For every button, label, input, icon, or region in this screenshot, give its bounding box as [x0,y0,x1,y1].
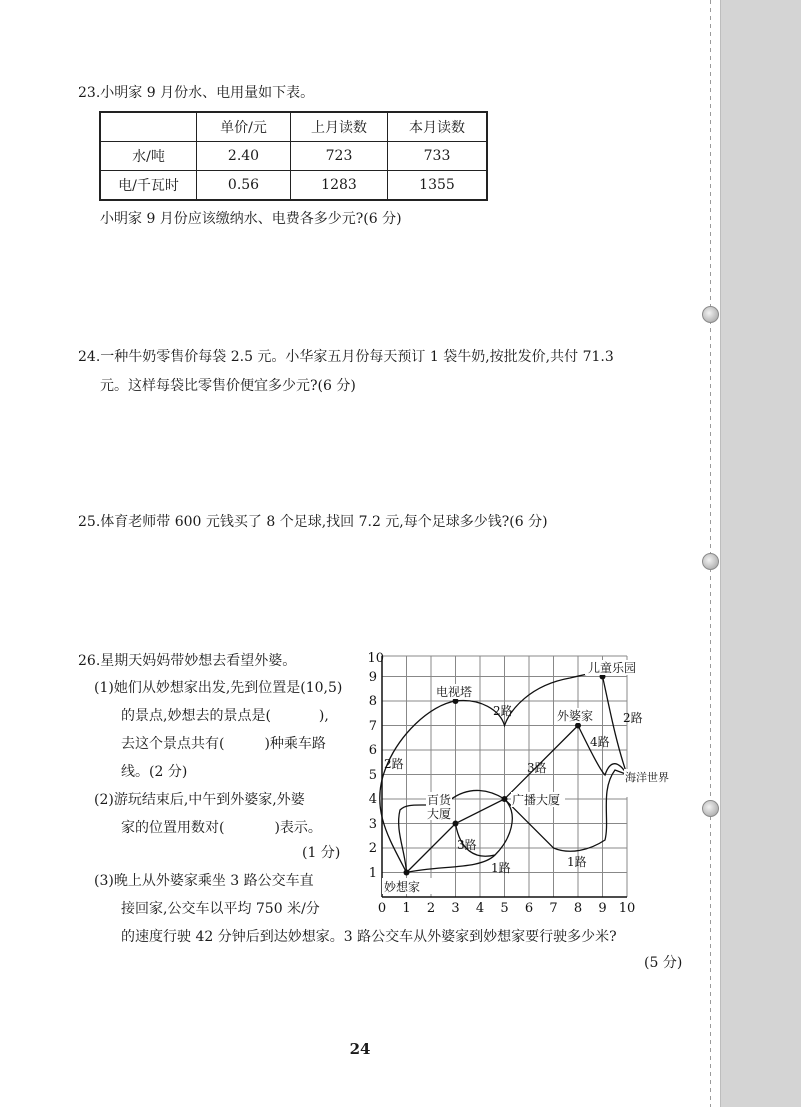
q26-part3-line3: 的速度行驶 42 分钟后到达妙想家。3 路公交车从外婆家到妙想家要行驶多少米? [121,929,617,945]
label-broadcast: 广播大厦 [512,793,561,807]
label-ocean: 海洋世界 [625,771,669,784]
table-cell: 0.56 [197,171,291,201]
y-tick: 8 [368,694,377,709]
table-header-row [100,112,487,142]
binding-margin [720,0,801,1107]
x-tick: 0 [377,901,387,916]
table-header-cell: 本月读数 [388,112,488,142]
route-label: 2路 [623,711,643,725]
x-tick: 1 [402,901,411,916]
point-mall [453,821,459,827]
route-label: 3路 [527,761,547,775]
x-tick: 4 [475,901,485,916]
table-cell: 723 [291,142,388,171]
label-mall-1: 百货 [427,793,452,807]
q24-line-1: 24.一种牛奶零售价每袋 2.5 元。小华家五月份每天预订 1 袋牛奶,按批发价,共付 71.3 [78,349,614,365]
q23-question: 小明家 9 月份应该缴纳水、电费各多少元?(6 分) [100,211,402,227]
q26-part1-text: ), [318,708,329,724]
table-row [100,171,487,201]
route-2-path [380,672,627,872]
binding-hole [702,800,719,817]
q26-part2-text: )表示。 [274,820,322,836]
route-label: 1路 [491,861,511,875]
q26-part2-line2 [121,815,322,841]
x-tick: 10 [618,901,636,916]
y-tick: 9 [368,670,377,685]
table-header-cell: 单价/元 [197,112,291,142]
q26-part3-line1: (3)晚上从外婆家乘坐 3 路公交车直 [94,873,314,889]
q26-part1-text: 去这个景点共有( [121,736,225,752]
binding-hole [702,553,719,570]
label-park: 儿童乐园 [588,661,637,675]
table-cell: 1283 [291,171,388,201]
q26-part3-points: (5 分) [644,955,683,971]
y-tick: 4 [368,792,377,807]
q26-part1-line3 [121,731,326,757]
point-grandma [575,723,581,729]
q26-part2-text: 家的位置用数对( [121,820,225,836]
table-header-cell: 上月读数 [291,112,388,142]
x-tick: 2 [426,901,436,916]
point-broadcast [502,796,508,802]
y-tick: 10 [367,651,384,666]
table-cell: 水/吨 [100,142,197,171]
q26-part2-points: (1 分) [302,845,341,861]
route-1-path [407,770,628,873]
table-cell: 2.40 [197,142,291,171]
place-labels [382,660,669,894]
route-label: 3路 [457,838,477,852]
label-grandma: 外婆家 [557,709,594,723]
y-tick: 7 [368,719,377,734]
y-tick: 2 [368,841,377,856]
route-label: 2路 [493,704,513,718]
label-mall-2: 大厦 [427,807,452,821]
y-tick: 6 [368,743,377,758]
point-home [404,870,410,876]
q26-part1-line1: (1)她们从妙想家出发,先到位置是(10,5) [94,680,343,696]
q26-part1-text: 的景点,妙想去的景点是( [121,708,271,724]
route-label: 1路 [567,855,587,869]
route-label: 2路 [384,757,404,771]
q26-part3-line2: 接回家,公交车以平均 750 米/分 [121,901,320,917]
x-tick-labels [378,901,635,916]
x-tick: 3 [451,901,460,916]
label-home: 妙想家 [384,880,421,894]
q26-part2-line1: (2)游玩结束后,中午到外婆家,外婆 [94,792,305,808]
coordinate-map [360,650,669,916]
q26-part1-line2 [121,703,329,729]
x-tick: 7 [549,901,558,916]
table-header-cell [100,112,197,142]
x-tick: 9 [598,901,607,916]
y-tick: 3 [368,817,377,832]
page-number: 24 [349,1040,371,1058]
usage-table [99,111,488,201]
table-cell: 电/千瓦时 [100,171,197,201]
q23-stem: 23.小明家 9 月份水、电用量如下表。 [78,85,315,101]
q26-part1-text: )种乘车路 [264,736,326,752]
q26-part1-line4: 线。(2 分) [121,764,188,780]
x-tick: 6 [524,901,534,916]
route-label: 4路 [590,735,610,749]
table-row [100,142,487,171]
q24-line-2: 元。这样每袋比零售价便宜多少元?(6 分) [100,378,356,394]
label-tv-tower: 电视塔 [436,685,473,699]
binding-hole [702,306,719,323]
x-tick: 8 [573,901,583,916]
q25-text: 25.体育老师带 600 元钱买了 8 个足球,找回 7.2 元,每个足球多少钱?(6 分) [78,514,548,530]
y-tick: 1 [368,866,377,881]
table-cell: 1355 [388,171,488,201]
y-tick: 5 [368,768,377,783]
table-cell: 733 [388,142,488,171]
bus-routes [380,672,627,872]
x-tick: 5 [500,901,509,916]
q26-stem: 26.星期天妈妈带妙想去看望外婆。 [78,653,297,669]
